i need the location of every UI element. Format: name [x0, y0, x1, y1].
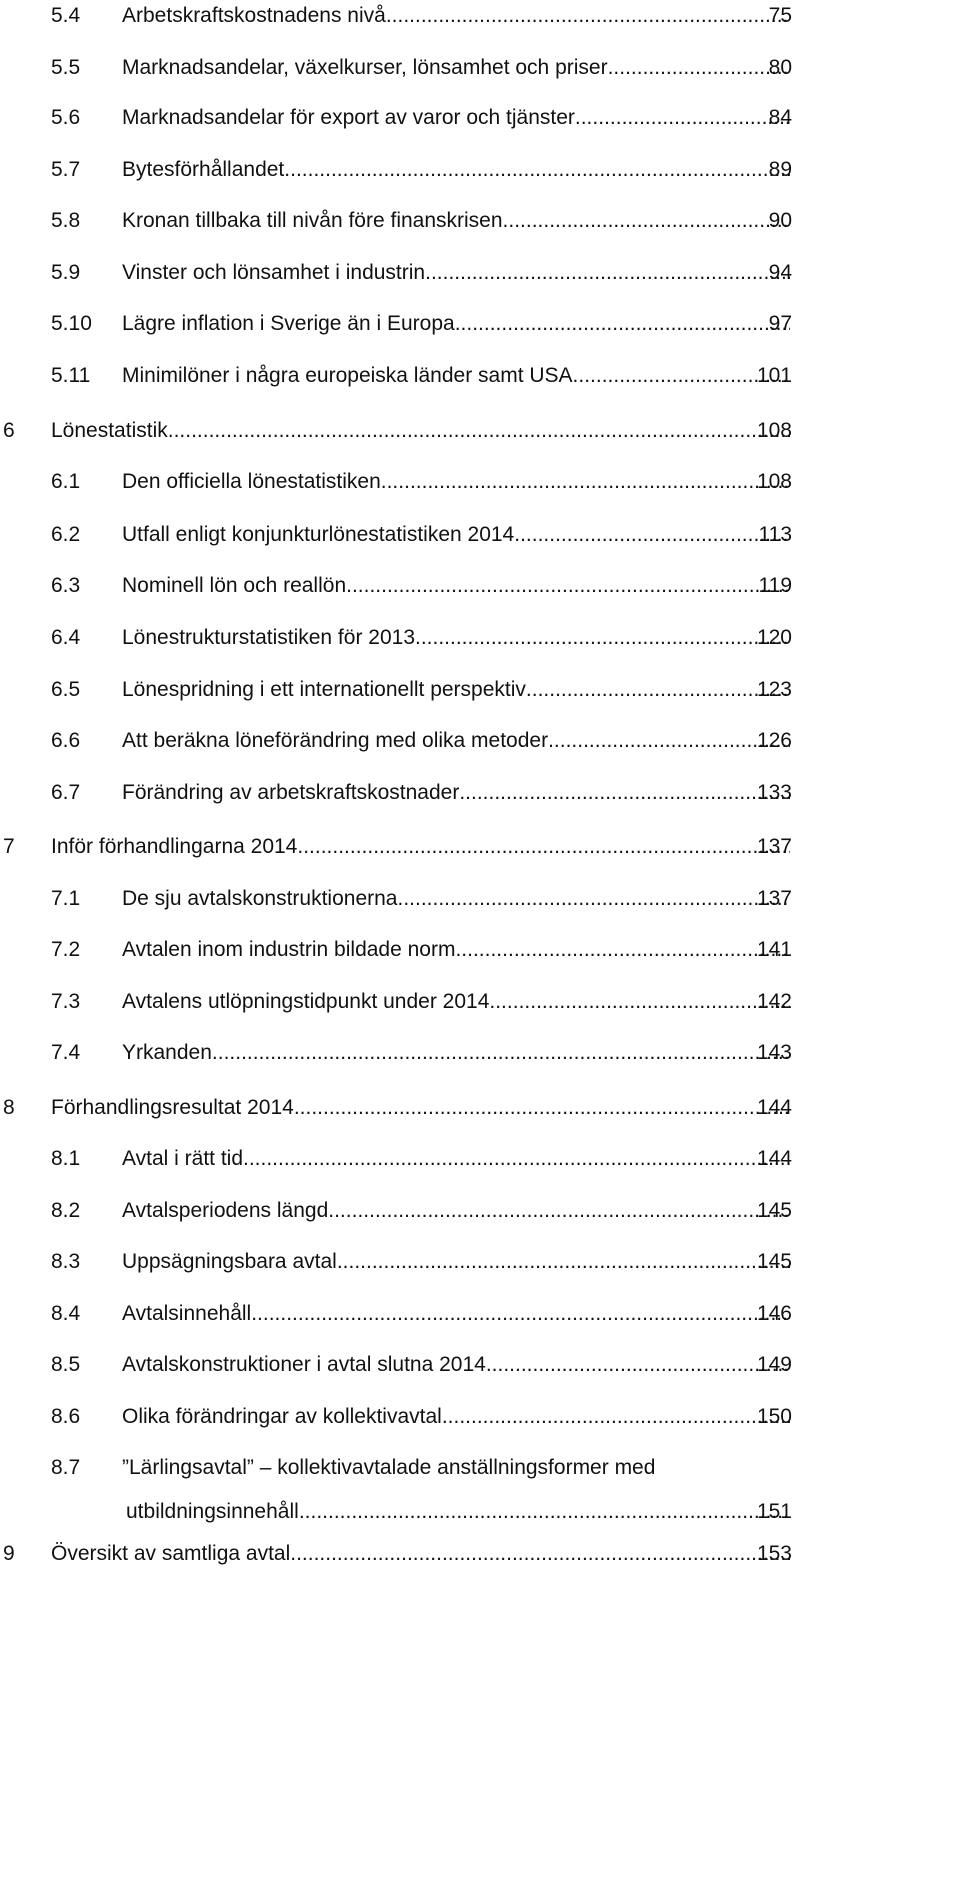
- toc-entry[interactable]: [0, 208, 960, 248]
- toc-entry[interactable]: [0, 677, 960, 717]
- dot-leader: [486, 1352, 790, 1378]
- toc-entry-title: Inför förhandlingarna 2014: [51, 835, 298, 858]
- toc-entry-number: 8.3: [51, 1250, 81, 1273]
- toc-entry-number: 5.7: [51, 158, 81, 181]
- toc-entry-title: Minimilöner i några europeiska länder samt USA: [122, 364, 573, 387]
- toc-entry-page: 97: [768, 312, 792, 335]
- toc-entry-page: 141: [756, 938, 792, 961]
- dot-leader: [459, 780, 790, 806]
- toc-entry[interactable]: [0, 780, 960, 820]
- toc-entry[interactable]: [0, 1095, 960, 1135]
- toc-entry-title: Olika förändringar av kollektivavtal: [122, 1405, 442, 1428]
- toc-entry-title: Avtalsinnehåll: [122, 1302, 252, 1325]
- dot-leader: [386, 3, 790, 29]
- toc-entry-title: Avtalen inom industrin bildade norm: [122, 938, 456, 961]
- toc-entry-number: 6.4: [51, 626, 81, 649]
- toc-entry-number: 8.6: [51, 1405, 81, 1428]
- toc-entry-number: 7.2: [51, 938, 81, 961]
- toc-entry-number: 6.1: [51, 470, 81, 493]
- dot-leader: [514, 522, 790, 548]
- toc-entry-page: 133: [756, 781, 792, 804]
- dot-leader: [284, 157, 790, 183]
- toc-entry-number: 7: [3, 835, 15, 858]
- toc-entry-number: 5.6: [51, 106, 81, 129]
- toc-entry[interactable]: [0, 157, 960, 197]
- toc-entry-title: Kronan tillbaka till nivån före finanskrisen: [122, 209, 503, 232]
- dot-leader: [299, 1499, 790, 1525]
- toc-entry-page: 137: [756, 835, 792, 858]
- toc-entry-number: 6: [3, 419, 15, 442]
- toc-entry-number: 6.5: [51, 678, 81, 701]
- toc-entry-page: 126: [756, 729, 792, 752]
- dot-leader: [489, 989, 790, 1015]
- toc-entry[interactable]: [0, 3, 960, 43]
- toc-entry-title: Vinster och lönsamhet i industrin: [122, 261, 426, 284]
- toc-entry-number: 8.7: [51, 1456, 81, 1479]
- toc-entry[interactable]: [0, 989, 960, 1029]
- toc-entry[interactable]: [0, 1404, 960, 1444]
- toc-entry-number: 9: [3, 1542, 15, 1565]
- toc-entry-number: 8.4: [51, 1302, 81, 1325]
- toc-entry-page: 149: [756, 1353, 792, 1376]
- toc-entry[interactable]: [0, 728, 960, 768]
- toc-entry-title: Utfall enligt konjunkturlönestatistiken 2014: [122, 523, 515, 546]
- toc-entry-number: 5.5: [51, 56, 81, 79]
- toc-entry-number: 8.1: [51, 1147, 81, 1170]
- toc-entry-title: Nominell lön och reallön: [122, 574, 347, 597]
- toc-entry-number: 7.1: [51, 887, 81, 910]
- toc-entry[interactable]: [0, 1352, 960, 1392]
- dot-leader: [503, 208, 790, 234]
- toc-entry-page: 84: [768, 106, 792, 129]
- toc-entry-number: 5.4: [51, 4, 81, 27]
- toc-entry-number: 7.3: [51, 990, 81, 1013]
- toc-entry-page: 108: [756, 470, 792, 493]
- toc-entry-page: 89: [768, 158, 792, 181]
- toc-entry-number: 5.10: [51, 312, 92, 335]
- dot-leader: [381, 469, 790, 495]
- dot-leader: [455, 311, 790, 337]
- toc-entry-page: 75: [768, 4, 792, 27]
- toc-entry-title: Avtal i rätt tid: [122, 1147, 243, 1170]
- toc-entry-title: De sju avtalskonstruktionerna: [122, 887, 398, 910]
- dot-leader: [294, 1095, 790, 1121]
- dot-leader: [212, 1040, 790, 1066]
- dot-leader: [297, 834, 790, 860]
- toc-entry-page: 144: [756, 1147, 792, 1170]
- toc-entry-title: utbildningsinnehåll: [126, 1500, 299, 1523]
- toc-entry[interactable]: [0, 1301, 960, 1341]
- toc-entry-page: 123: [756, 678, 792, 701]
- toc-entry-title: Förändring av arbetskraftskostnader: [122, 781, 460, 804]
- toc-entry-number: 6.7: [51, 781, 81, 804]
- dot-leader: [608, 55, 790, 81]
- toc-entry[interactable]: [0, 1198, 960, 1238]
- toc-entry[interactable]: [0, 937, 960, 977]
- toc-entry-page: 153: [756, 1542, 792, 1565]
- dot-leader: [397, 886, 790, 912]
- toc-entry[interactable]: [0, 105, 960, 145]
- toc-entry-page: 80: [768, 56, 792, 79]
- dot-leader: [328, 1198, 790, 1224]
- toc-entry-title: Den officiella lönestatistiken: [122, 470, 381, 493]
- toc-entry[interactable]: [0, 469, 960, 509]
- toc-entry-page: 94: [768, 261, 792, 284]
- toc-entry[interactable]: [0, 886, 960, 926]
- toc-entry-number: 5.11: [51, 364, 91, 387]
- toc-entry-title: Lönespridning i ett internationellt perspektiv: [122, 678, 526, 701]
- toc-entry-page: 144: [756, 1096, 792, 1119]
- toc-entry-title: Uppsägningsbara avtal: [122, 1250, 337, 1273]
- toc-entry-number: 6.2: [51, 523, 81, 546]
- toc-entry-title: Översikt av samtliga avtal: [51, 1542, 291, 1565]
- toc-entry[interactable]: [0, 834, 960, 874]
- toc-entry-number: 7.4: [51, 1041, 81, 1064]
- toc-entry[interactable]: [0, 1040, 960, 1080]
- toc-entry-page: 119: [758, 574, 792, 597]
- toc-entry-title: Lönestrukturstatistiken för 2013: [122, 626, 415, 649]
- toc-entry-title: Marknadsandelar, växelkurser, lönsamhet och priser: [122, 56, 608, 79]
- dot-leader: [337, 1249, 790, 1275]
- toc-entry-title: Avtalens utlöpningstidpunkt under 2014: [122, 990, 490, 1013]
- toc-entry-page: 113: [758, 523, 792, 546]
- toc-entry-title: Marknadsandelar för export av varor och tjänster: [122, 106, 575, 129]
- toc-entry-number: 6.3: [51, 574, 81, 597]
- toc-entry-page: 137: [756, 887, 792, 910]
- toc-entry-page: 146: [756, 1302, 792, 1325]
- toc-entry-title: Arbetskraftskostnadens nivå: [122, 4, 386, 27]
- dot-leader: [168, 418, 790, 444]
- toc-entry-page: 145: [756, 1250, 792, 1273]
- toc-entry-page: 101: [756, 364, 792, 387]
- toc-entry-page: 108: [756, 419, 792, 442]
- toc-entry[interactable]: [0, 418, 960, 458]
- toc-entry[interactable]: [0, 55, 960, 95]
- dot-leader: [442, 1404, 790, 1430]
- toc-entry-page: 150: [756, 1405, 792, 1428]
- toc-entry-title: Lägre inflation i Sverige än i Europa: [122, 312, 455, 335]
- toc-entry[interactable]: [0, 311, 960, 351]
- toc-entry-page: 145: [756, 1199, 792, 1222]
- toc-entry-page: 151: [756, 1500, 792, 1523]
- toc-entry-title: Förhandlingsresultat 2014: [51, 1096, 294, 1119]
- dot-leader: [526, 677, 790, 703]
- dot-leader: [548, 728, 790, 754]
- toc-entry[interactable]: [0, 573, 960, 613]
- dot-leader: [251, 1301, 790, 1327]
- toc-entry[interactable]: [0, 1249, 960, 1289]
- toc-entry-number: 5.9: [51, 261, 81, 284]
- toc-entry[interactable]: [0, 1541, 960, 1581]
- toc-entry[interactable]: [0, 260, 960, 300]
- dot-leader: [415, 625, 790, 651]
- toc-entry-title: Bytesförhållandet: [122, 158, 285, 181]
- dot-leader: [455, 937, 790, 963]
- toc-entry[interactable]: [0, 1146, 960, 1186]
- toc-entry-number: 6.6: [51, 729, 81, 752]
- toc-entry-page: 142: [756, 990, 792, 1013]
- toc-entry-title: ”Lärlingsavtal” – kollektivavtalade anställningsformer med: [122, 1456, 656, 1479]
- dot-leader: [346, 573, 790, 599]
- toc-entry-number: 8.2: [51, 1199, 81, 1222]
- toc-entry-page: 90: [768, 209, 792, 232]
- toc-entry-number: 8: [3, 1096, 15, 1119]
- toc-entry[interactable]: [0, 363, 960, 403]
- toc-entry-number: 5.8: [51, 209, 81, 232]
- toc-entry-title: Att beräkna löneförändring med olika metoder: [122, 729, 549, 752]
- toc-entry[interactable]: [0, 522, 960, 562]
- toc-entry-title: Yrkanden: [122, 1041, 212, 1064]
- dot-leader: [575, 105, 790, 131]
- toc-entry-title: Lönestatistik: [51, 419, 168, 442]
- toc-entry-page: 120: [756, 626, 792, 649]
- dot-leader: [290, 1541, 790, 1567]
- toc-entry[interactable]: [0, 625, 960, 665]
- dot-leader: [425, 260, 790, 286]
- toc-entry[interactable]: [0, 1455, 960, 1531]
- toc-entry-title: Avtalskonstruktioner i avtal slutna 2014: [122, 1353, 486, 1376]
- toc-entry-page: 143: [756, 1041, 792, 1064]
- dot-leader: [243, 1146, 790, 1172]
- toc-entry-title: Avtalsperiodens längd: [122, 1199, 329, 1222]
- toc-entry-number: 8.5: [51, 1353, 81, 1376]
